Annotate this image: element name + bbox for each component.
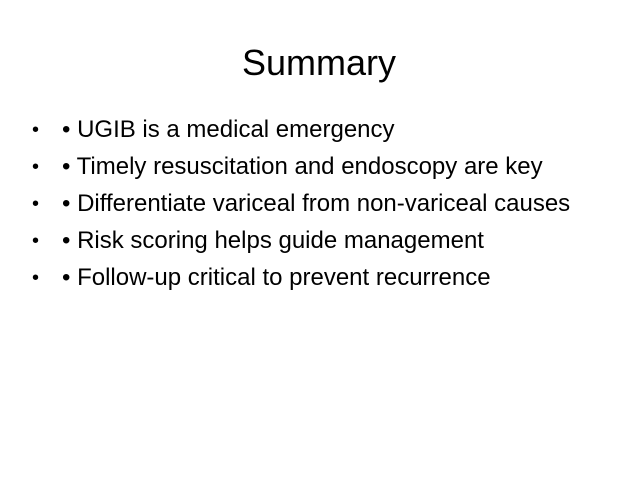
bullet-text: • Follow-up critical to prevent recurrence bbox=[62, 264, 491, 291]
bullet-list bbox=[32, 113, 612, 298]
bullet-item bbox=[32, 150, 612, 184]
bullet-item bbox=[32, 224, 612, 258]
bullet-item bbox=[32, 187, 612, 221]
bullet-marker: • bbox=[32, 156, 40, 178]
bullet-marker: • bbox=[32, 230, 40, 252]
bullet-item bbox=[32, 113, 612, 147]
bullet-text: • Differentiate variceal from non-variceal causes bbox=[62, 190, 571, 217]
bullet-marker: • bbox=[32, 267, 40, 289]
bullet-item bbox=[32, 261, 612, 295]
bullet-text: • Risk scoring helps guide management bbox=[62, 227, 484, 254]
bullet-text: • UGIB is a medical emergency bbox=[62, 116, 395, 143]
slide-title: Summary bbox=[241, 42, 397, 83]
bullet-marker: • bbox=[32, 119, 40, 141]
bullet-text: • Timely resuscitation and endoscopy are key bbox=[62, 153, 543, 180]
bullet-marker: • bbox=[32, 193, 40, 215]
